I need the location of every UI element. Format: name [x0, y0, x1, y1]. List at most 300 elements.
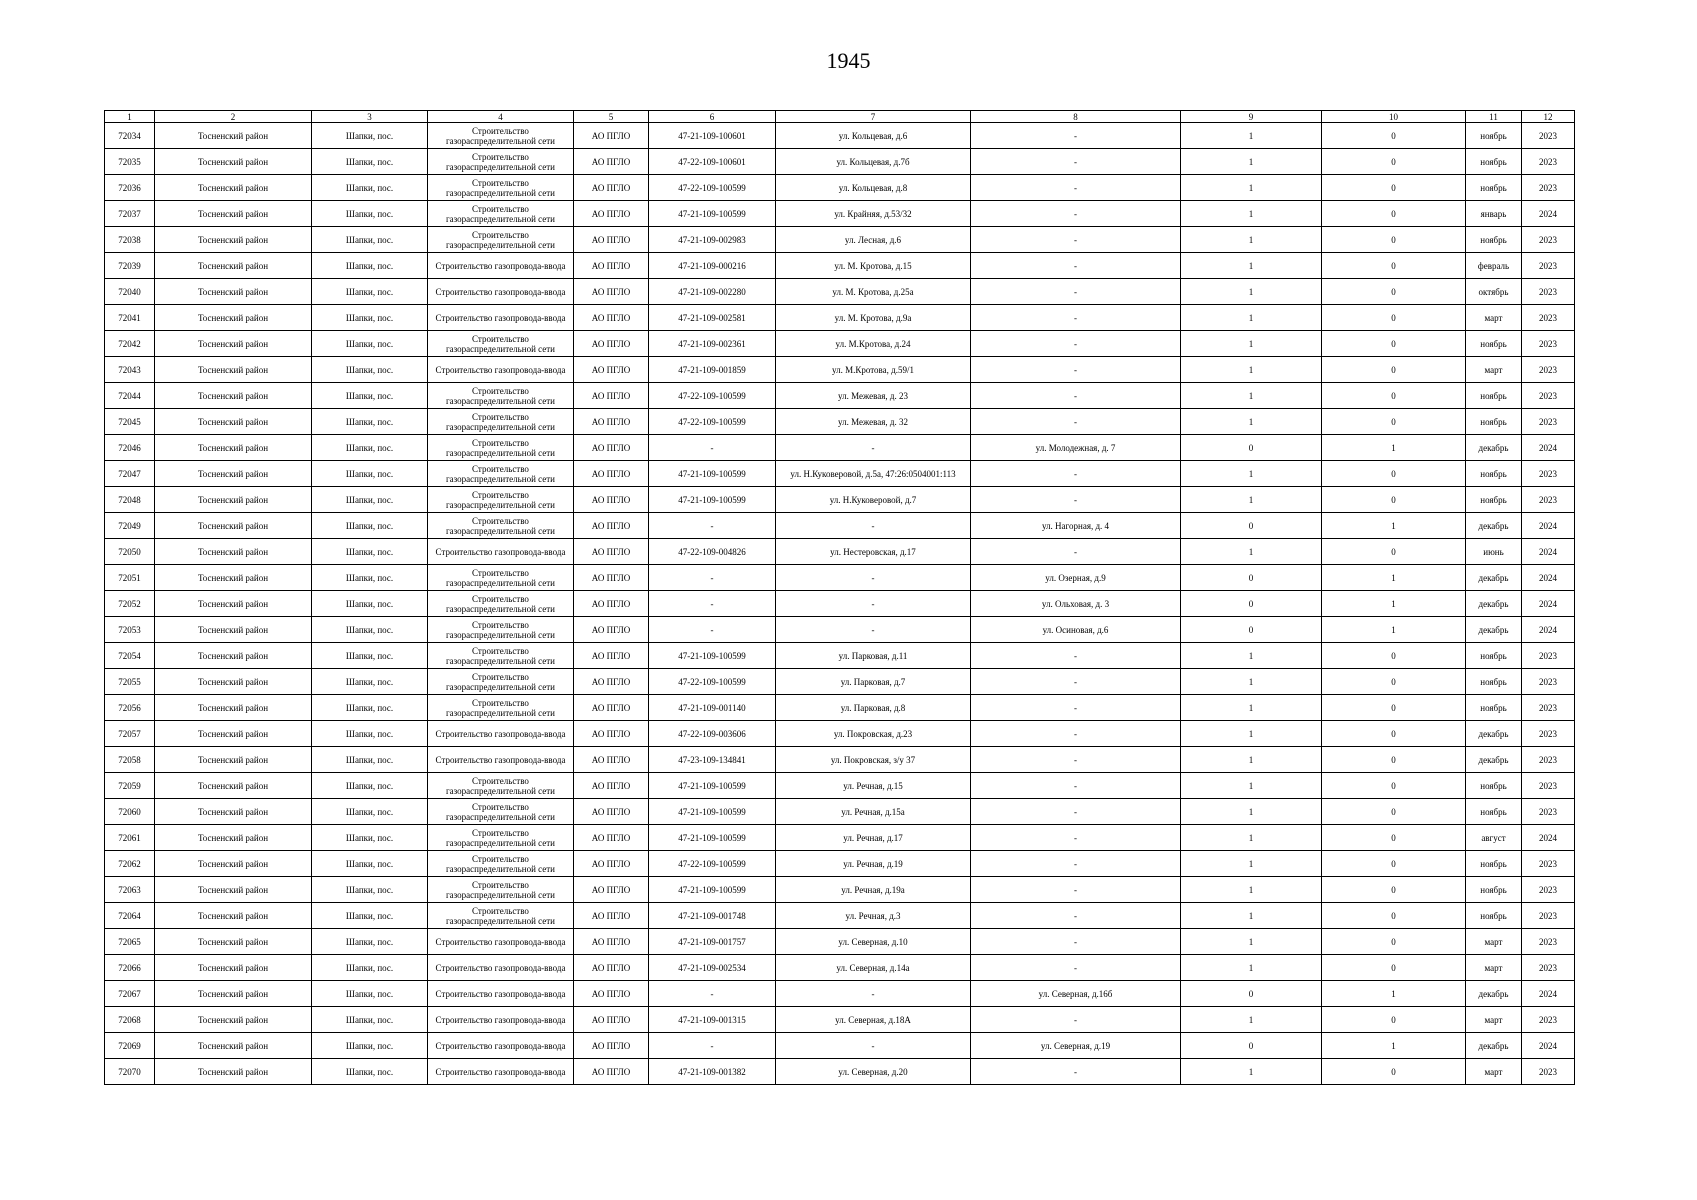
cell-district: Тосненский район	[155, 305, 312, 331]
cell-organization: АО ПГЛО	[574, 1033, 649, 1059]
cell-year: 2023	[1522, 929, 1575, 955]
cell-work-type: Строительство газопровода-ввода	[428, 929, 574, 955]
cell-address-alt: -	[971, 409, 1181, 435]
cell-month: октябрь	[1466, 279, 1522, 305]
cell-address: ул. М.Кротова, д.59/1	[776, 357, 971, 383]
cell-settlement: Шапки, пос.	[312, 1033, 428, 1059]
cell-count-connected: 1	[1181, 409, 1322, 435]
cell-address: ул. Северная, д.20	[776, 1059, 971, 1085]
cell-year: 2023	[1522, 1059, 1575, 1085]
cell-cadastral-block: 47-22-109-100599	[649, 851, 776, 877]
cell-address-alt: -	[971, 487, 1181, 513]
cell-year: 2023	[1522, 747, 1575, 773]
cell-organization: АО ПГЛО	[574, 461, 649, 487]
cell-count-planned: 0	[1322, 201, 1466, 227]
cell-address: ул. Северная, д.10	[776, 929, 971, 955]
cell-settlement: Шапки, пос.	[312, 149, 428, 175]
cell-organization: АО ПГЛО	[574, 643, 649, 669]
cell-settlement: Шапки, пос.	[312, 747, 428, 773]
cell-month: ноябрь	[1466, 487, 1522, 513]
cell-settlement: Шапки, пос.	[312, 123, 428, 149]
cell-organization: АО ПГЛО	[574, 253, 649, 279]
cell-address-alt: -	[971, 747, 1181, 773]
cell-work-type: Строительство газопровода-ввода	[428, 279, 574, 305]
cell-month: ноябрь	[1466, 669, 1522, 695]
cell-count-connected: 1	[1181, 669, 1322, 695]
cell-count-connected: 1	[1181, 539, 1322, 565]
cell-year: 2023	[1522, 279, 1575, 305]
cell-address: ул. Речная, д.15	[776, 773, 971, 799]
cell-district: Тосненский район	[155, 201, 312, 227]
cell-settlement: Шапки, пос.	[312, 383, 428, 409]
table-row	[105, 435, 1575, 461]
cell-work-type: Строительство газораспределительной сети	[428, 149, 574, 175]
cell-count-planned: 0	[1322, 877, 1466, 903]
cell-address-alt: -	[971, 695, 1181, 721]
cell-address-alt: -	[971, 1059, 1181, 1085]
cell-count-connected: 0	[1181, 513, 1322, 539]
cell-month: ноябрь	[1466, 643, 1522, 669]
cell-work-type: Строительство газораспределительной сети	[428, 851, 574, 877]
cell-district: Тосненский район	[155, 1007, 312, 1033]
cell-count-planned: 0	[1322, 643, 1466, 669]
cell-row-number: 72042	[105, 331, 155, 357]
cell-district: Тосненский район	[155, 435, 312, 461]
cell-district: Тосненский район	[155, 175, 312, 201]
cell-count-planned: 0	[1322, 1007, 1466, 1033]
cell-organization: АО ПГЛО	[574, 903, 649, 929]
cell-row-number: 72035	[105, 149, 155, 175]
cell-district: Тосненский район	[155, 903, 312, 929]
cell-year: 2023	[1522, 383, 1575, 409]
cell-cadastral-block: -	[649, 513, 776, 539]
cell-year: 2023	[1522, 851, 1575, 877]
cell-row-number: 72041	[105, 305, 155, 331]
cell-settlement: Шапки, пос.	[312, 175, 428, 201]
cell-month: март	[1466, 955, 1522, 981]
cell-count-planned: 0	[1322, 409, 1466, 435]
column-header-6: 6	[649, 111, 776, 123]
cell-address-alt: -	[971, 305, 1181, 331]
table-row	[105, 305, 1575, 331]
cell-cadastral-block: 47-21-109-002280	[649, 279, 776, 305]
cell-cadastral-block: 47-21-109-100599	[649, 799, 776, 825]
cell-address-alt: -	[971, 825, 1181, 851]
cell-work-type: Строительство газопровода-ввода	[428, 1007, 574, 1033]
cell-year: 2023	[1522, 773, 1575, 799]
cell-cadastral-block: 47-21-109-002534	[649, 955, 776, 981]
cell-row-number: 72036	[105, 175, 155, 201]
cell-organization: АО ПГЛО	[574, 773, 649, 799]
cell-district: Тосненский район	[155, 877, 312, 903]
cell-year: 2023	[1522, 799, 1575, 825]
cell-work-type: Строительство газораспределительной сети	[428, 591, 574, 617]
cell-organization: АО ПГЛО	[574, 279, 649, 305]
cell-year: 2023	[1522, 461, 1575, 487]
cell-work-type: Строительство газораспределительной сети	[428, 123, 574, 149]
cell-cadastral-block: 47-21-109-100599	[649, 643, 776, 669]
cell-district: Тосненский район	[155, 981, 312, 1007]
cell-work-type: Строительство газопровода-ввода	[428, 253, 574, 279]
cell-row-number: 72051	[105, 565, 155, 591]
cell-cadastral-block: 47-21-109-000216	[649, 253, 776, 279]
cell-address: ул. Парковая, д.11	[776, 643, 971, 669]
cell-count-connected: 1	[1181, 929, 1322, 955]
column-header-3: 3	[312, 111, 428, 123]
cell-address: -	[776, 981, 971, 1007]
cell-year: 2023	[1522, 123, 1575, 149]
table-row	[105, 591, 1575, 617]
cell-count-planned: 1	[1322, 565, 1466, 591]
cell-settlement: Шапки, пос.	[312, 201, 428, 227]
cell-organization: АО ПГЛО	[574, 305, 649, 331]
cell-work-type: Строительство газопровода-ввода	[428, 357, 574, 383]
cell-count-connected: 1	[1181, 851, 1322, 877]
cell-work-type: Строительство газораспределительной сети	[428, 799, 574, 825]
cell-row-number: 72067	[105, 981, 155, 1007]
cell-address: ул. Парковая, д.8	[776, 695, 971, 721]
cell-count-planned: 1	[1322, 1033, 1466, 1059]
table-row	[105, 1007, 1575, 1033]
cell-cadastral-block: 47-22-109-100599	[649, 383, 776, 409]
cell-work-type: Строительство газораспределительной сети	[428, 513, 574, 539]
cell-address-alt: -	[971, 851, 1181, 877]
column-header-10: 10	[1322, 111, 1466, 123]
column-header-7: 7	[776, 111, 971, 123]
cell-count-connected: 1	[1181, 149, 1322, 175]
cell-address-alt: -	[971, 773, 1181, 799]
cell-row-number: 72049	[105, 513, 155, 539]
cell-row-number: 72034	[105, 123, 155, 149]
cell-address: ул. М. Кротова, д.25а	[776, 279, 971, 305]
cell-district: Тосненский район	[155, 721, 312, 747]
cell-work-type: Строительство газораспределительной сети	[428, 201, 574, 227]
cell-district: Тосненский район	[155, 929, 312, 955]
cell-work-type: Строительство газопровода-ввода	[428, 539, 574, 565]
table-row	[105, 253, 1575, 279]
cell-count-connected: 0	[1181, 1033, 1322, 1059]
cell-count-connected: 1	[1181, 201, 1322, 227]
cell-address-alt: -	[971, 955, 1181, 981]
cell-district: Тосненский район	[155, 253, 312, 279]
cell-cadastral-block: -	[649, 981, 776, 1007]
cell-address-alt: -	[971, 123, 1181, 149]
cell-count-planned: 0	[1322, 747, 1466, 773]
cell-count-connected: 1	[1181, 903, 1322, 929]
cell-address: ул. Кольцевая, д.6	[776, 123, 971, 149]
cell-row-number: 72070	[105, 1059, 155, 1085]
cell-year: 2023	[1522, 253, 1575, 279]
table-body	[105, 123, 1575, 1085]
cell-address: ул. Северная, д.18А	[776, 1007, 971, 1033]
cell-organization: АО ПГЛО	[574, 383, 649, 409]
cell-month: ноябрь	[1466, 903, 1522, 929]
cell-settlement: Шапки, пос.	[312, 929, 428, 955]
cell-count-connected: 1	[1181, 721, 1322, 747]
cell-count-connected: 1	[1181, 305, 1322, 331]
cell-settlement: Шапки, пос.	[312, 721, 428, 747]
cell-count-planned: 1	[1322, 617, 1466, 643]
cell-count-planned: 0	[1322, 331, 1466, 357]
cell-row-number: 72063	[105, 877, 155, 903]
cell-organization: АО ПГЛО	[574, 331, 649, 357]
cell-district: Тосненский район	[155, 747, 312, 773]
cell-settlement: Шапки, пос.	[312, 695, 428, 721]
cell-month: декабрь	[1466, 617, 1522, 643]
cell-work-type: Строительство газопровода-ввода	[428, 955, 574, 981]
cell-organization: АО ПГЛО	[574, 851, 649, 877]
cell-organization: АО ПГЛО	[574, 149, 649, 175]
cell-address: ул. Нестеровская, д.17	[776, 539, 971, 565]
cell-work-type: Строительство газопровода-ввода	[428, 1059, 574, 1085]
table-row	[105, 461, 1575, 487]
cell-address-alt: -	[971, 461, 1181, 487]
cell-count-connected: 1	[1181, 383, 1322, 409]
cell-address: ул. Северная, д.14а	[776, 955, 971, 981]
cell-row-number: 72068	[105, 1007, 155, 1033]
cell-count-connected: 1	[1181, 799, 1322, 825]
cell-year: 2023	[1522, 1007, 1575, 1033]
cell-work-type: Строительство газораспределительной сети	[428, 877, 574, 903]
cell-address: ул. М. Кротова, д.15	[776, 253, 971, 279]
cell-organization: АО ПГЛО	[574, 669, 649, 695]
cell-year: 2023	[1522, 669, 1575, 695]
cell-address: -	[776, 1033, 971, 1059]
cell-settlement: Шапки, пос.	[312, 1059, 428, 1085]
page-number: 1945	[826, 48, 871, 73]
cell-settlement: Шапки, пос.	[312, 331, 428, 357]
cell-year: 2023	[1522, 357, 1575, 383]
cell-address: ул. Крайняя, д.53/32	[776, 201, 971, 227]
cell-work-type: Строительство газораспределительной сети	[428, 695, 574, 721]
cell-count-connected: 1	[1181, 175, 1322, 201]
cell-address: -	[776, 591, 971, 617]
table-row	[105, 981, 1575, 1007]
cell-cadastral-block: 47-21-109-100599	[649, 461, 776, 487]
table-row	[105, 149, 1575, 175]
cell-cadastral-block: 47-21-109-001748	[649, 903, 776, 929]
cell-settlement: Шапки, пос.	[312, 253, 428, 279]
cell-organization: АО ПГЛО	[574, 929, 649, 955]
cell-district: Тосненский район	[155, 383, 312, 409]
cell-cadastral-block: -	[649, 565, 776, 591]
cell-count-planned: 0	[1322, 825, 1466, 851]
cell-row-number: 72059	[105, 773, 155, 799]
cell-work-type: Строительство газораспределительной сети	[428, 903, 574, 929]
cell-address: ул. Покровская, д.23	[776, 721, 971, 747]
cell-count-planned: 0	[1322, 1059, 1466, 1085]
cell-work-type: Строительство газораспределительной сети	[428, 617, 574, 643]
cell-month: ноябрь	[1466, 331, 1522, 357]
cell-count-connected: 1	[1181, 695, 1322, 721]
cell-row-number: 72047	[105, 461, 155, 487]
cell-settlement: Шапки, пос.	[312, 903, 428, 929]
cell-month: ноябрь	[1466, 123, 1522, 149]
cell-month: декабрь	[1466, 1033, 1522, 1059]
cell-work-type: Строительство газораспределительной сети	[428, 331, 574, 357]
cell-district: Тосненский район	[155, 773, 312, 799]
cell-work-type: Строительство газораспределительной сети	[428, 227, 574, 253]
cell-count-planned: 0	[1322, 669, 1466, 695]
cell-cadastral-block: 47-22-109-100599	[649, 175, 776, 201]
cell-address-alt: -	[971, 279, 1181, 305]
cell-row-number: 72066	[105, 955, 155, 981]
cell-count-connected: 1	[1181, 331, 1322, 357]
cell-year: 2023	[1522, 955, 1575, 981]
cell-district: Тосненский район	[155, 669, 312, 695]
cell-cadastral-block: 47-21-109-100599	[649, 877, 776, 903]
cell-row-number: 72053	[105, 617, 155, 643]
cell-year: 2024	[1522, 617, 1575, 643]
cell-organization: АО ПГЛО	[574, 695, 649, 721]
cell-count-connected: 1	[1181, 643, 1322, 669]
cell-organization: АО ПГЛО	[574, 227, 649, 253]
cell-address-alt: ул. Северная, д.16б	[971, 981, 1181, 1007]
cell-district: Тосненский район	[155, 1059, 312, 1085]
cell-address-alt: -	[971, 539, 1181, 565]
cell-month: ноябрь	[1466, 851, 1522, 877]
cell-organization: АО ПГЛО	[574, 799, 649, 825]
table-row	[105, 175, 1575, 201]
cell-row-number: 72039	[105, 253, 155, 279]
cell-count-connected: 1	[1181, 487, 1322, 513]
table-row	[105, 539, 1575, 565]
table-row	[105, 331, 1575, 357]
cell-district: Тосненский район	[155, 149, 312, 175]
cell-cadastral-block: 47-21-109-001382	[649, 1059, 776, 1085]
cell-district: Тосненский район	[155, 227, 312, 253]
table-row	[105, 773, 1575, 799]
cell-year: 2023	[1522, 175, 1575, 201]
cell-settlement: Шапки, пос.	[312, 591, 428, 617]
cell-count-connected: 0	[1181, 617, 1322, 643]
cell-district: Тосненский район	[155, 331, 312, 357]
cell-count-connected: 1	[1181, 1007, 1322, 1033]
table-row	[105, 487, 1575, 513]
cell-count-connected: 1	[1181, 279, 1322, 305]
cell-address-alt: -	[971, 799, 1181, 825]
cell-row-number: 72062	[105, 851, 155, 877]
cell-cadastral-block: 47-23-109-134841	[649, 747, 776, 773]
cell-cadastral-block: 47-22-109-100599	[649, 409, 776, 435]
cell-district: Тосненский район	[155, 461, 312, 487]
cell-cadastral-block: -	[649, 1033, 776, 1059]
cell-settlement: Шапки, пос.	[312, 799, 428, 825]
cell-row-number: 72046	[105, 435, 155, 461]
cell-count-connected: 0	[1181, 981, 1322, 1007]
cell-address: ул. Речная, д.17	[776, 825, 971, 851]
cell-count-planned: 0	[1322, 487, 1466, 513]
cell-settlement: Шапки, пос.	[312, 409, 428, 435]
cell-cadastral-block: -	[649, 435, 776, 461]
cell-district: Тосненский район	[155, 123, 312, 149]
cell-year: 2023	[1522, 331, 1575, 357]
cell-row-number: 72037	[105, 201, 155, 227]
cell-cadastral-block: 47-21-109-100599	[649, 487, 776, 513]
cell-address: ул. Межевая, д. 32	[776, 409, 971, 435]
cell-address-alt: ул. Молодежная, д. 7	[971, 435, 1181, 461]
column-header-8: 8	[971, 111, 1181, 123]
cell-month: декабрь	[1466, 981, 1522, 1007]
cell-address: -	[776, 513, 971, 539]
cell-organization: АО ПГЛО	[574, 877, 649, 903]
cell-count-planned: 0	[1322, 929, 1466, 955]
cell-work-type: Строительство газопровода-ввода	[428, 981, 574, 1007]
cell-work-type: Строительство газораспределительной сети	[428, 435, 574, 461]
cell-cadastral-block: 47-21-109-001757	[649, 929, 776, 955]
cell-count-connected: 1	[1181, 877, 1322, 903]
cell-address: ул. Речная, д.15а	[776, 799, 971, 825]
cell-month: ноябрь	[1466, 461, 1522, 487]
cell-row-number: 72052	[105, 591, 155, 617]
cell-district: Тосненский район	[155, 539, 312, 565]
table-row	[105, 513, 1575, 539]
cell-count-planned: 0	[1322, 851, 1466, 877]
table-row	[105, 851, 1575, 877]
cell-row-number: 72048	[105, 487, 155, 513]
cell-year: 2023	[1522, 877, 1575, 903]
cell-work-type: Строительство газораспределительной сети	[428, 461, 574, 487]
cell-count-connected: 1	[1181, 461, 1322, 487]
cell-row-number: 72061	[105, 825, 155, 851]
cell-address: ул. Н.Куковеровой, д.7	[776, 487, 971, 513]
cell-address: ул. Межевая, д. 23	[776, 383, 971, 409]
cell-organization: АО ПГЛО	[574, 435, 649, 461]
table-row	[105, 1033, 1575, 1059]
cell-address: ул. Речная, д.3	[776, 903, 971, 929]
cell-month: ноябрь	[1466, 175, 1522, 201]
cell-row-number: 72064	[105, 903, 155, 929]
cell-row-number: 72040	[105, 279, 155, 305]
cell-count-planned: 0	[1322, 721, 1466, 747]
cell-organization: АО ПГЛО	[574, 123, 649, 149]
column-header-2: 2	[155, 111, 312, 123]
table-row	[105, 1059, 1575, 1085]
cell-district: Тосненский район	[155, 799, 312, 825]
table-row	[105, 695, 1575, 721]
table-row	[105, 747, 1575, 773]
cell-address-alt: -	[971, 357, 1181, 383]
cell-count-planned: 0	[1322, 279, 1466, 305]
cell-row-number: 72055	[105, 669, 155, 695]
cell-month: декабрь	[1466, 747, 1522, 773]
cell-organization: АО ПГЛО	[574, 981, 649, 1007]
cell-count-planned: 0	[1322, 123, 1466, 149]
cell-organization: АО ПГЛО	[574, 955, 649, 981]
cell-row-number: 72060	[105, 799, 155, 825]
table-row	[105, 617, 1575, 643]
table-row	[105, 357, 1575, 383]
cell-month: март	[1466, 305, 1522, 331]
cell-count-planned: 1	[1322, 981, 1466, 1007]
cell-district: Тосненский район	[155, 695, 312, 721]
cell-count-planned: 0	[1322, 227, 1466, 253]
cell-work-type: Строительство газораспределительной сети	[428, 773, 574, 799]
cell-address-alt: ул. Осиновая, д.6	[971, 617, 1181, 643]
cell-count-planned: 0	[1322, 357, 1466, 383]
column-header-4: 4	[428, 111, 574, 123]
column-header-11: 11	[1466, 111, 1522, 123]
cell-settlement: Шапки, пос.	[312, 773, 428, 799]
cell-count-connected: 1	[1181, 1059, 1322, 1085]
cell-organization: АО ПГЛО	[574, 539, 649, 565]
cell-row-number: 72043	[105, 357, 155, 383]
cell-settlement: Шапки, пос.	[312, 279, 428, 305]
cell-cadastral-block: 47-21-109-002983	[649, 227, 776, 253]
cell-month: декабрь	[1466, 565, 1522, 591]
cell-settlement: Шапки, пос.	[312, 955, 428, 981]
table-row	[105, 903, 1575, 929]
